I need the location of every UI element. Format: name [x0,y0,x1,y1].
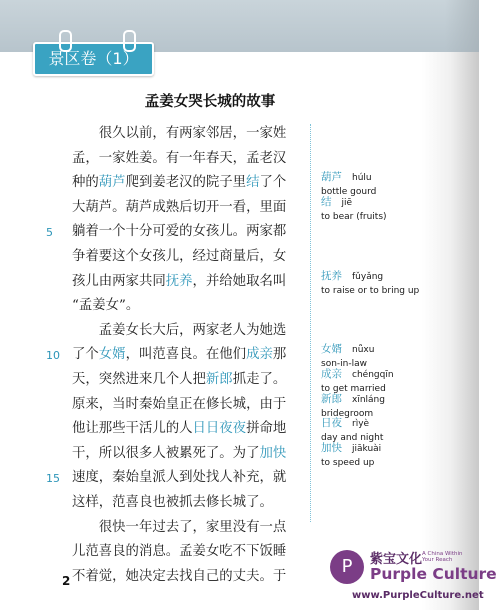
text-segment: 种的 [72,175,99,191]
watermark-url: www.PurpleCulture.net [352,590,484,601]
vocab-highlight: 日日夜夜 [192,421,247,437]
text-segment: 了个 [72,347,99,363]
text-line [72,245,304,270]
line-number: 15 [46,472,60,486]
text-segment: 原来，当时秦始皇正在修长城，由于 [72,396,287,412]
glossary-english: to get married [321,384,386,394]
text-segment: ，并给她取名叫 [192,273,287,289]
glossary-pinyin: xīnláng [352,394,385,405]
glossary-entry [321,264,441,296]
section-badge [33,42,154,76]
text-segment: 了个 [259,175,287,191]
glossary-pinyin: nǚxu [352,345,375,356]
text-segment: 儿范喜良的消息。孟姜女吃不下饭睡 [72,544,287,560]
text-line [72,122,304,147]
text-segment: 爬到姜老汉的院子里 [125,175,247,191]
text-line [72,171,304,196]
text-segment: ，叫范喜良。在他们 [125,347,247,363]
text-segment: 天，突然进来几个人把 [72,371,206,387]
glossary-english: bottle gourd [321,187,377,198]
story-title: 孟姜女哭长城的故事 [144,94,276,110]
glossary-pinyin: chéngqīn [352,370,394,380]
glossary-english: to speed up [321,457,375,468]
text-line [72,540,304,565]
text-line [72,147,304,172]
text-segment: 孩儿由两家共同 [72,273,166,289]
watermark-logo [330,548,497,606]
text-segment: 不着觉，她决定去找自己的丈夫。于 [72,568,287,584]
glossary-english: day and night [321,433,384,444]
glossary-pinyin: húlu [352,173,372,184]
text-line [72,516,304,541]
text-segment: 他让那些干活儿的人 [72,421,193,437]
vocab-highlight: 抚养 [165,273,193,289]
text-line [72,270,304,295]
glossary-english: bridegroom [321,408,374,419]
text-line [72,417,304,442]
vocab-highlight: 新郎 [205,371,233,387]
glossary-pinyin: jiākuài [352,443,382,454]
glossary-pinyin: rìyè [352,419,370,430]
pin-icon [123,30,136,52]
text-segment: 那 [272,347,287,363]
text-segment: 孟，一家姓姜。有一年春天，孟老汉 [72,150,287,166]
section-badge-label: 景区卷（1） [48,49,139,68]
text-line [72,220,304,245]
watermark-chinese: 紫宝文化 [370,552,423,567]
text-segment: 很久以前，有两家邻居，一家姓 [72,126,287,141]
text-segment: 速度，秦始皇派人到处找人补充，就 [72,470,287,486]
text-segment: “孟姜女”。 [72,298,140,314]
glossary-entry [321,436,441,468]
text-line [72,565,304,590]
text-segment: 干，所以很多人被累死了。为了 [72,445,260,461]
text-line [72,491,304,516]
purple-culture-logo-icon: P [330,550,364,584]
watermark-tagline: A China Within Your Reach [422,551,463,563]
vocab-highlight: 女婿 [98,347,126,363]
line-number: 5 [46,226,53,240]
glossary-english: son-in-law [321,359,367,370]
text-line [72,368,304,393]
vocab-highlight: 加快 [259,445,287,461]
glossary-entry [321,190,441,222]
glossary-pinyin: fǔyǎng [352,271,384,282]
text-line [72,343,304,368]
story-body [72,122,304,589]
glossary-hanzi: 加快 [321,441,342,454]
glossary-english: to raise or to bring up [321,285,420,296]
glossary-english: to bear (fruits) [321,211,387,222]
vocab-highlight: 葫芦 [98,175,126,191]
text-line [72,466,304,491]
text-segment: 抓走了。 [232,371,287,387]
glossary-pinyin: jiē [341,197,353,208]
text-segment: 争着要这个女孩儿，经过商量后，女 [72,248,287,264]
text-line [72,442,304,467]
glossary-hanzi: 结 [321,195,332,208]
text-line [72,393,304,418]
watermark-brand: Purple Culture [370,565,497,583]
text-segment: 大葫芦。葫芦成熟后切开一看，里面 [72,199,287,215]
text-segment: 很快一年过去了，家里没有一点 [72,519,287,535]
glossary-hanzi: 日夜 [321,417,342,430]
pin-icon [59,30,72,52]
text-segment: 拼命地 [246,421,287,437]
text-line [72,294,304,319]
vocab-highlight: 成亲 [246,347,273,363]
text-segment: 躺着一个十分可爱的女孩儿。两家都 [72,224,287,240]
glossary-hanzi: 抚养 [321,269,342,282]
page-number: 2 [62,574,71,588]
text-segment: 孟姜女长大后，两家老人为她选 [72,322,287,338]
glossary-hanzi: 成亲 [321,368,342,380]
line-number: 10 [46,349,60,363]
glossary-hanzi: 新郎 [321,392,342,405]
text-line [72,196,304,221]
glossary-hanzi: 女婿 [321,343,342,356]
vocab-highlight: 结 [246,175,260,191]
column-divider [310,124,311,522]
text-line [72,319,304,344]
glossary-hanzi: 葫芦 [321,171,342,184]
text-segment: 这样，范喜良也被抓去修长城了。 [72,494,273,510]
